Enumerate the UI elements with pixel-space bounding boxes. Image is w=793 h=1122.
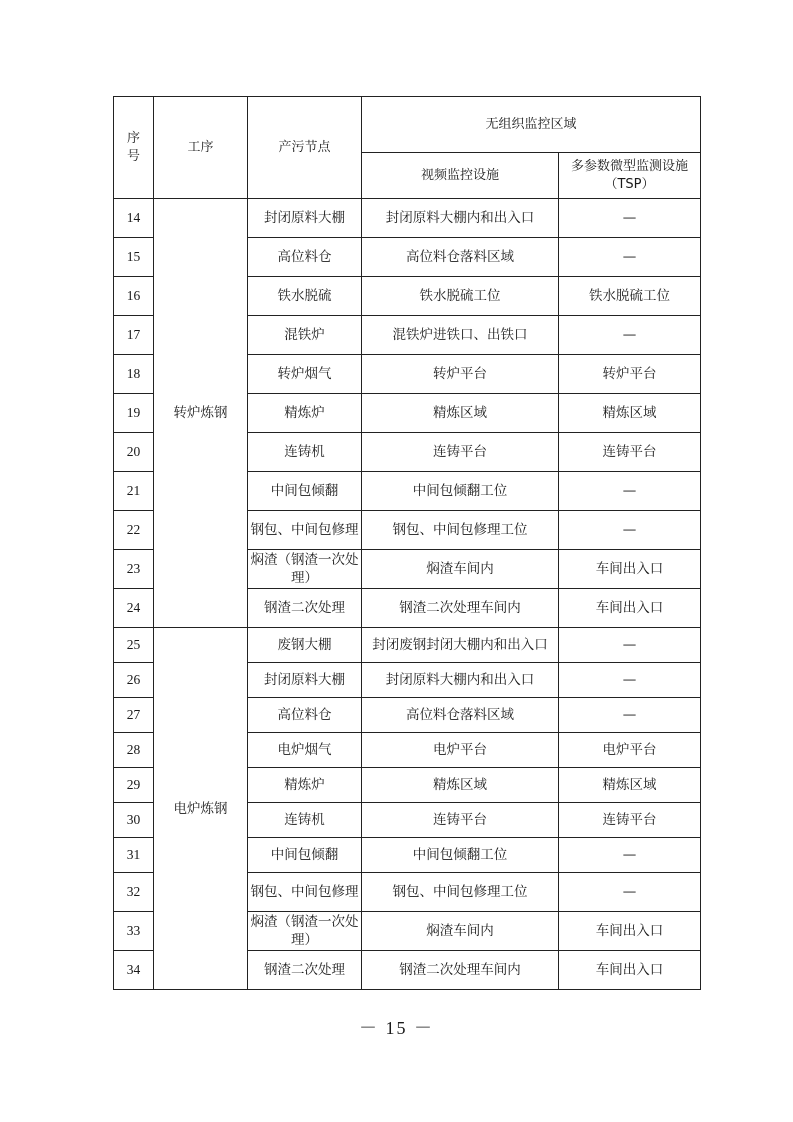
- cell-video: 混铁炉进铁口、出铁口: [362, 316, 559, 355]
- cell-video: 钢包、中间包修理工位: [362, 873, 559, 912]
- page-number: － 15 －: [359, 1018, 434, 1038]
- cell-node: 封闭原料大棚: [248, 199, 362, 238]
- cell-seq: 20: [114, 433, 154, 472]
- table-header: [114, 97, 701, 199]
- cell-video: 封闭废钢封闭大棚内和出入口: [362, 628, 559, 663]
- cell-node: 高位料仓: [248, 698, 362, 733]
- header-video: 视频监控设施: [362, 153, 559, 199]
- cell-process: 电炉炼钢: [154, 628, 248, 990]
- cell-node: 精炼炉: [248, 768, 362, 803]
- cell-video: 钢包、中间包修理工位: [362, 511, 559, 550]
- cell-node: 中间包倾翻: [248, 838, 362, 873]
- cell-video: 封闭原料大棚内和出入口: [362, 199, 559, 238]
- cell-seq: 32: [114, 873, 154, 912]
- cell-process: 转炉炼钢: [154, 199, 248, 628]
- cell-video: 高位料仓落料区域: [362, 238, 559, 277]
- cell-sensor: 精炼区域: [559, 768, 701, 803]
- cell-sensor: 车间出入口: [559, 550, 701, 589]
- cell-sensor: 连铸平台: [559, 433, 701, 472]
- cell-sensor: —: [559, 511, 701, 550]
- cell-seq: 14: [114, 199, 154, 238]
- header-sensor: [559, 153, 701, 199]
- cell-seq: 18: [114, 355, 154, 394]
- cell-video: 电炉平台: [362, 733, 559, 768]
- cell-video: 连铸平台: [362, 433, 559, 472]
- cell-node: 焖渣（钢渣一次处理）: [248, 912, 362, 951]
- cell-seq: 33: [114, 912, 154, 951]
- cell-node: 封闭原料大棚: [248, 663, 362, 698]
- cell-seq: 24: [114, 589, 154, 628]
- cell-node: 废钢大棚: [248, 628, 362, 663]
- header-zone-group: 无组织监控区域: [362, 97, 701, 153]
- cell-seq: 29: [114, 768, 154, 803]
- cell-video: 精炼区域: [362, 768, 559, 803]
- cell-sensor: —: [559, 698, 701, 733]
- cell-sensor: 精炼区域: [559, 394, 701, 433]
- cell-sensor: 电炉平台: [559, 733, 701, 768]
- header-process: 工序: [154, 97, 248, 199]
- cell-node: 精炼炉: [248, 394, 362, 433]
- cell-seq: 22: [114, 511, 154, 550]
- header-sensor-line2: （TSP）: [604, 176, 655, 192]
- header-seq: 序号: [114, 97, 154, 199]
- cell-video: 焖渣车间内: [362, 912, 559, 951]
- cell-video: 钢渣二次处理车间内: [362, 589, 559, 628]
- cell-video: 中间包倾翻工位: [362, 472, 559, 511]
- cell-seq: 34: [114, 951, 154, 990]
- cell-seq: 26: [114, 663, 154, 698]
- cell-sensor: 连铸平台: [559, 803, 701, 838]
- cell-seq: 28: [114, 733, 154, 768]
- cell-node: 钢渣二次处理: [248, 951, 362, 990]
- cell-node: 混铁炉: [248, 316, 362, 355]
- table-row: [114, 199, 701, 238]
- cell-sensor: 转炉平台: [559, 355, 701, 394]
- table-row: [114, 628, 701, 663]
- cell-node: 连铸机: [248, 803, 362, 838]
- cell-sensor: —: [559, 628, 701, 663]
- cell-sensor: 铁水脱硫工位: [559, 277, 701, 316]
- cell-video: 铁水脱硫工位: [362, 277, 559, 316]
- cell-node: 焖渣（钢渣一次处理）: [248, 550, 362, 589]
- cell-sensor: —: [559, 316, 701, 355]
- cell-video: 钢渣二次处理车间内: [362, 951, 559, 990]
- cell-sensor: 车间出入口: [559, 589, 701, 628]
- cell-seq: 30: [114, 803, 154, 838]
- cell-node: 转炉烟气: [248, 355, 362, 394]
- cell-node: 连铸机: [248, 433, 362, 472]
- cell-node: 铁水脱硫: [248, 277, 362, 316]
- cell-seq: 21: [114, 472, 154, 511]
- cell-video: 焖渣车间内: [362, 550, 559, 589]
- header-node: 产污节点: [248, 97, 362, 199]
- cell-video: 高位料仓落料区域: [362, 698, 559, 733]
- cell-node: 钢渣二次处理: [248, 589, 362, 628]
- cell-sensor: —: [559, 873, 701, 912]
- cell-seq: 19: [114, 394, 154, 433]
- table-body: [114, 199, 701, 990]
- cell-sensor: 车间出入口: [559, 912, 701, 951]
- cell-sensor: —: [559, 199, 701, 238]
- cell-sensor: —: [559, 238, 701, 277]
- cell-seq: 27: [114, 698, 154, 733]
- cell-video: 转炉平台: [362, 355, 559, 394]
- cell-node: 高位料仓: [248, 238, 362, 277]
- cell-seq: 31: [114, 838, 154, 873]
- cell-video: 中间包倾翻工位: [362, 838, 559, 873]
- cell-seq: 16: [114, 277, 154, 316]
- cell-sensor: —: [559, 663, 701, 698]
- header-sensor-line1: 多参数微型监测设施: [571, 158, 689, 174]
- monitoring-table: [113, 96, 701, 990]
- cell-seq: 23: [114, 550, 154, 589]
- cell-sensor: 车间出入口: [559, 951, 701, 990]
- cell-sensor: —: [559, 838, 701, 873]
- cell-seq: 17: [114, 316, 154, 355]
- cell-video: 精炼区域: [362, 394, 559, 433]
- cell-video: 封闭原料大棚内和出入口: [362, 663, 559, 698]
- cell-seq: 25: [114, 628, 154, 663]
- cell-node: 中间包倾翻: [248, 472, 362, 511]
- cell-node: 钢包、中间包修理: [248, 873, 362, 912]
- cell-sensor: —: [559, 472, 701, 511]
- cell-seq: 15: [114, 238, 154, 277]
- cell-node: 电炉烟气: [248, 733, 362, 768]
- cell-video: 连铸平台: [362, 803, 559, 838]
- cell-node: 钢包、中间包修理: [248, 511, 362, 550]
